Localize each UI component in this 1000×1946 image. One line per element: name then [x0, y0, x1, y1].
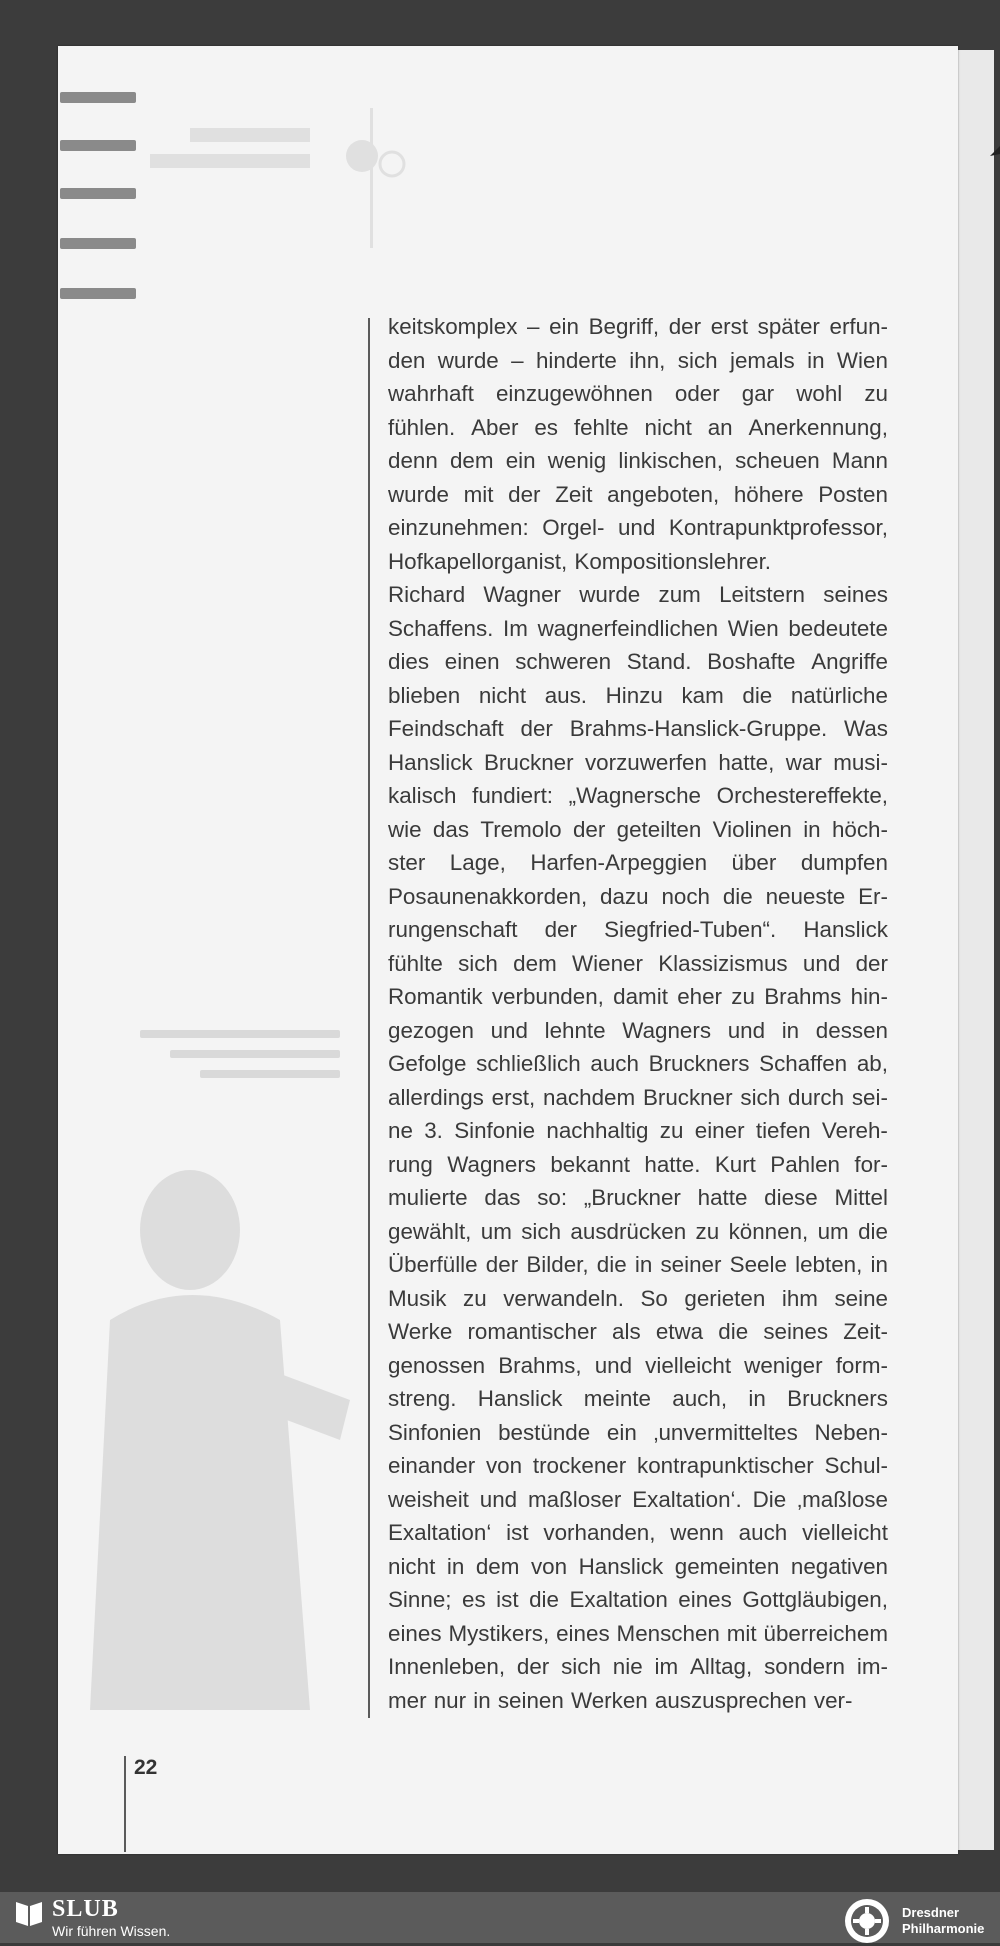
text-line: denn dem ein wenig linkischen, scheuen Mann	[388, 448, 888, 473]
footer-rule	[124, 1756, 126, 1852]
text-line: Feindschaft der Brahms-Hanslick-Gruppe. Was	[388, 716, 888, 741]
text-line: gezogen und lehnte Wagners und in dessen	[388, 1017, 888, 1043]
page-corner-mark	[986, 146, 1000, 160]
text-line: fühlte sich dem Wiener Klassizismus und der	[388, 950, 888, 976]
text-line: Werke romantischer als etwa die seines Zeit-	[388, 1319, 888, 1344]
text-line: mer nur in seinen Werken auszusprechen ver-	[388, 1687, 853, 1713]
text-line: wurde mit der Zeit angeboten, höhere Posten	[388, 481, 888, 507]
dresdner-philharmonie-logo-icon[interactable]	[842, 1896, 892, 1946]
show-through-heading	[590, 190, 930, 230]
show-through-portrait	[70, 1150, 350, 1710]
text-line: keitskomplex – ein Begriff, der erst später erfun-	[388, 314, 888, 339]
text-line: blieben nicht aus. Hinzu kam die natürliche	[388, 682, 888, 708]
partner-name	[902, 1905, 1000, 1937]
text-line: nicht in dem von Hanslick gemeinten negativen	[388, 1553, 888, 1579]
text-line: Gefolge schließlich auch Bruckners Schaffen ab,	[388, 1051, 888, 1076]
text-line: ne 3. Sinfonie nachhaltig zu einer tiefen Vereh-	[388, 1118, 888, 1143]
text-line: Exaltation‘ ist vorhanden, wenn auch vielleicht	[388, 1520, 888, 1545]
text-line: den wurde – hinderte ihn, sich jemals in Wien	[388, 347, 888, 373]
column-rule	[368, 318, 370, 1718]
text-line: Sinne; es ist die Exaltation eines Gottgläubigen,	[388, 1587, 888, 1612]
show-through-logo	[130, 108, 430, 248]
text-line: gewählt, um sich ausdrücken zu können, um die	[388, 1218, 888, 1244]
text-line: weisheit und maßloser Exaltation‘. Die ‚maßlose	[388, 1486, 888, 1512]
text-line: einzunehmen: Orgel- und Kontrapunktprofessor,	[388, 515, 888, 540]
text-line: Innenleben, der sich nie im Alltag, sondern im-	[388, 1654, 888, 1679]
text-line: Posaunenakkorden, dazu noch die neueste Er-	[388, 883, 888, 909]
body-text-column	[388, 310, 888, 1717]
text-line: kalisch fundiert: „Wagnersche Orchestereffekte,	[388, 783, 888, 808]
text-line: Überfülle der Bilder, die in seiner Seele lebten, in	[388, 1252, 888, 1277]
text-line: dies einen schweren Stand. Boshafte Angriffe	[388, 649, 888, 674]
text-line: allerdings erst, nachdem Bruckner sich durch sei-	[388, 1084, 888, 1110]
binding-marks	[60, 92, 140, 312]
page-number: 22	[134, 1756, 158, 1779]
text-line: mulierte das so: „Bruckner hatte diese Mittel	[388, 1185, 888, 1210]
text-line: Musik zu verwandeln. So gerieten ihm seine	[388, 1285, 888, 1311]
text-line: wahrhaft einzugewöhnen oder gar wohl zu	[388, 381, 888, 406]
text-line: rung Wagners bekannt hatte. Kurt Pahlen for-	[388, 1151, 888, 1177]
slub-book-icon[interactable]	[14, 1898, 44, 1928]
slub-tagline: Wir führen Wissen.	[52, 1923, 171, 1939]
text-line: einander von trockener kontrapunktischer Schul-	[388, 1453, 888, 1478]
text-line: fühlen. Aber es fehlte nicht an Anerkennung,	[388, 414, 888, 440]
text-line: Richard Wagner wurde zum Leitstern seines	[388, 582, 888, 607]
partner-name-line1: Dresdner	[902, 1905, 960, 1920]
text-line: Romantik verbunden, damit eher zu Brahms hin-	[388, 984, 888, 1009]
text-line: Hofkapellorganist, Kompositionslehrer.	[388, 548, 772, 574]
text-line: ster Lage, Harfen-Arpeggien über dumpfen	[388, 850, 888, 875]
text-line: streng. Hanslick meinte auch, in Bruckners	[388, 1386, 888, 1411]
text-line: rungenschaft der Siegfried-Tuben“. Hanslick	[388, 917, 888, 942]
partner-name-line2: Philharmonie	[902, 1921, 985, 1936]
slub-title[interactable]: SLUB	[52, 1896, 119, 1922]
show-through-caption	[120, 1030, 340, 1110]
text-line: genossen Brahms, und vielleicht weniger form-	[388, 1352, 888, 1378]
text-line: wie das Tremolo der geteilten Violinen in höch-	[388, 816, 888, 842]
text-line: Sinfonien bestünde ein ‚unvermitteltes Neben-	[388, 1419, 888, 1445]
text-line: eines Mystikers, eines Menschen mit überreichem	[388, 1620, 888, 1646]
text-line: Schaffens. Im wagnerfeindlichen Wien bedeutete	[388, 615, 888, 641]
text-line: Hanslick Bruckner vorzuwerfen hatte, war musi-	[388, 749, 888, 775]
